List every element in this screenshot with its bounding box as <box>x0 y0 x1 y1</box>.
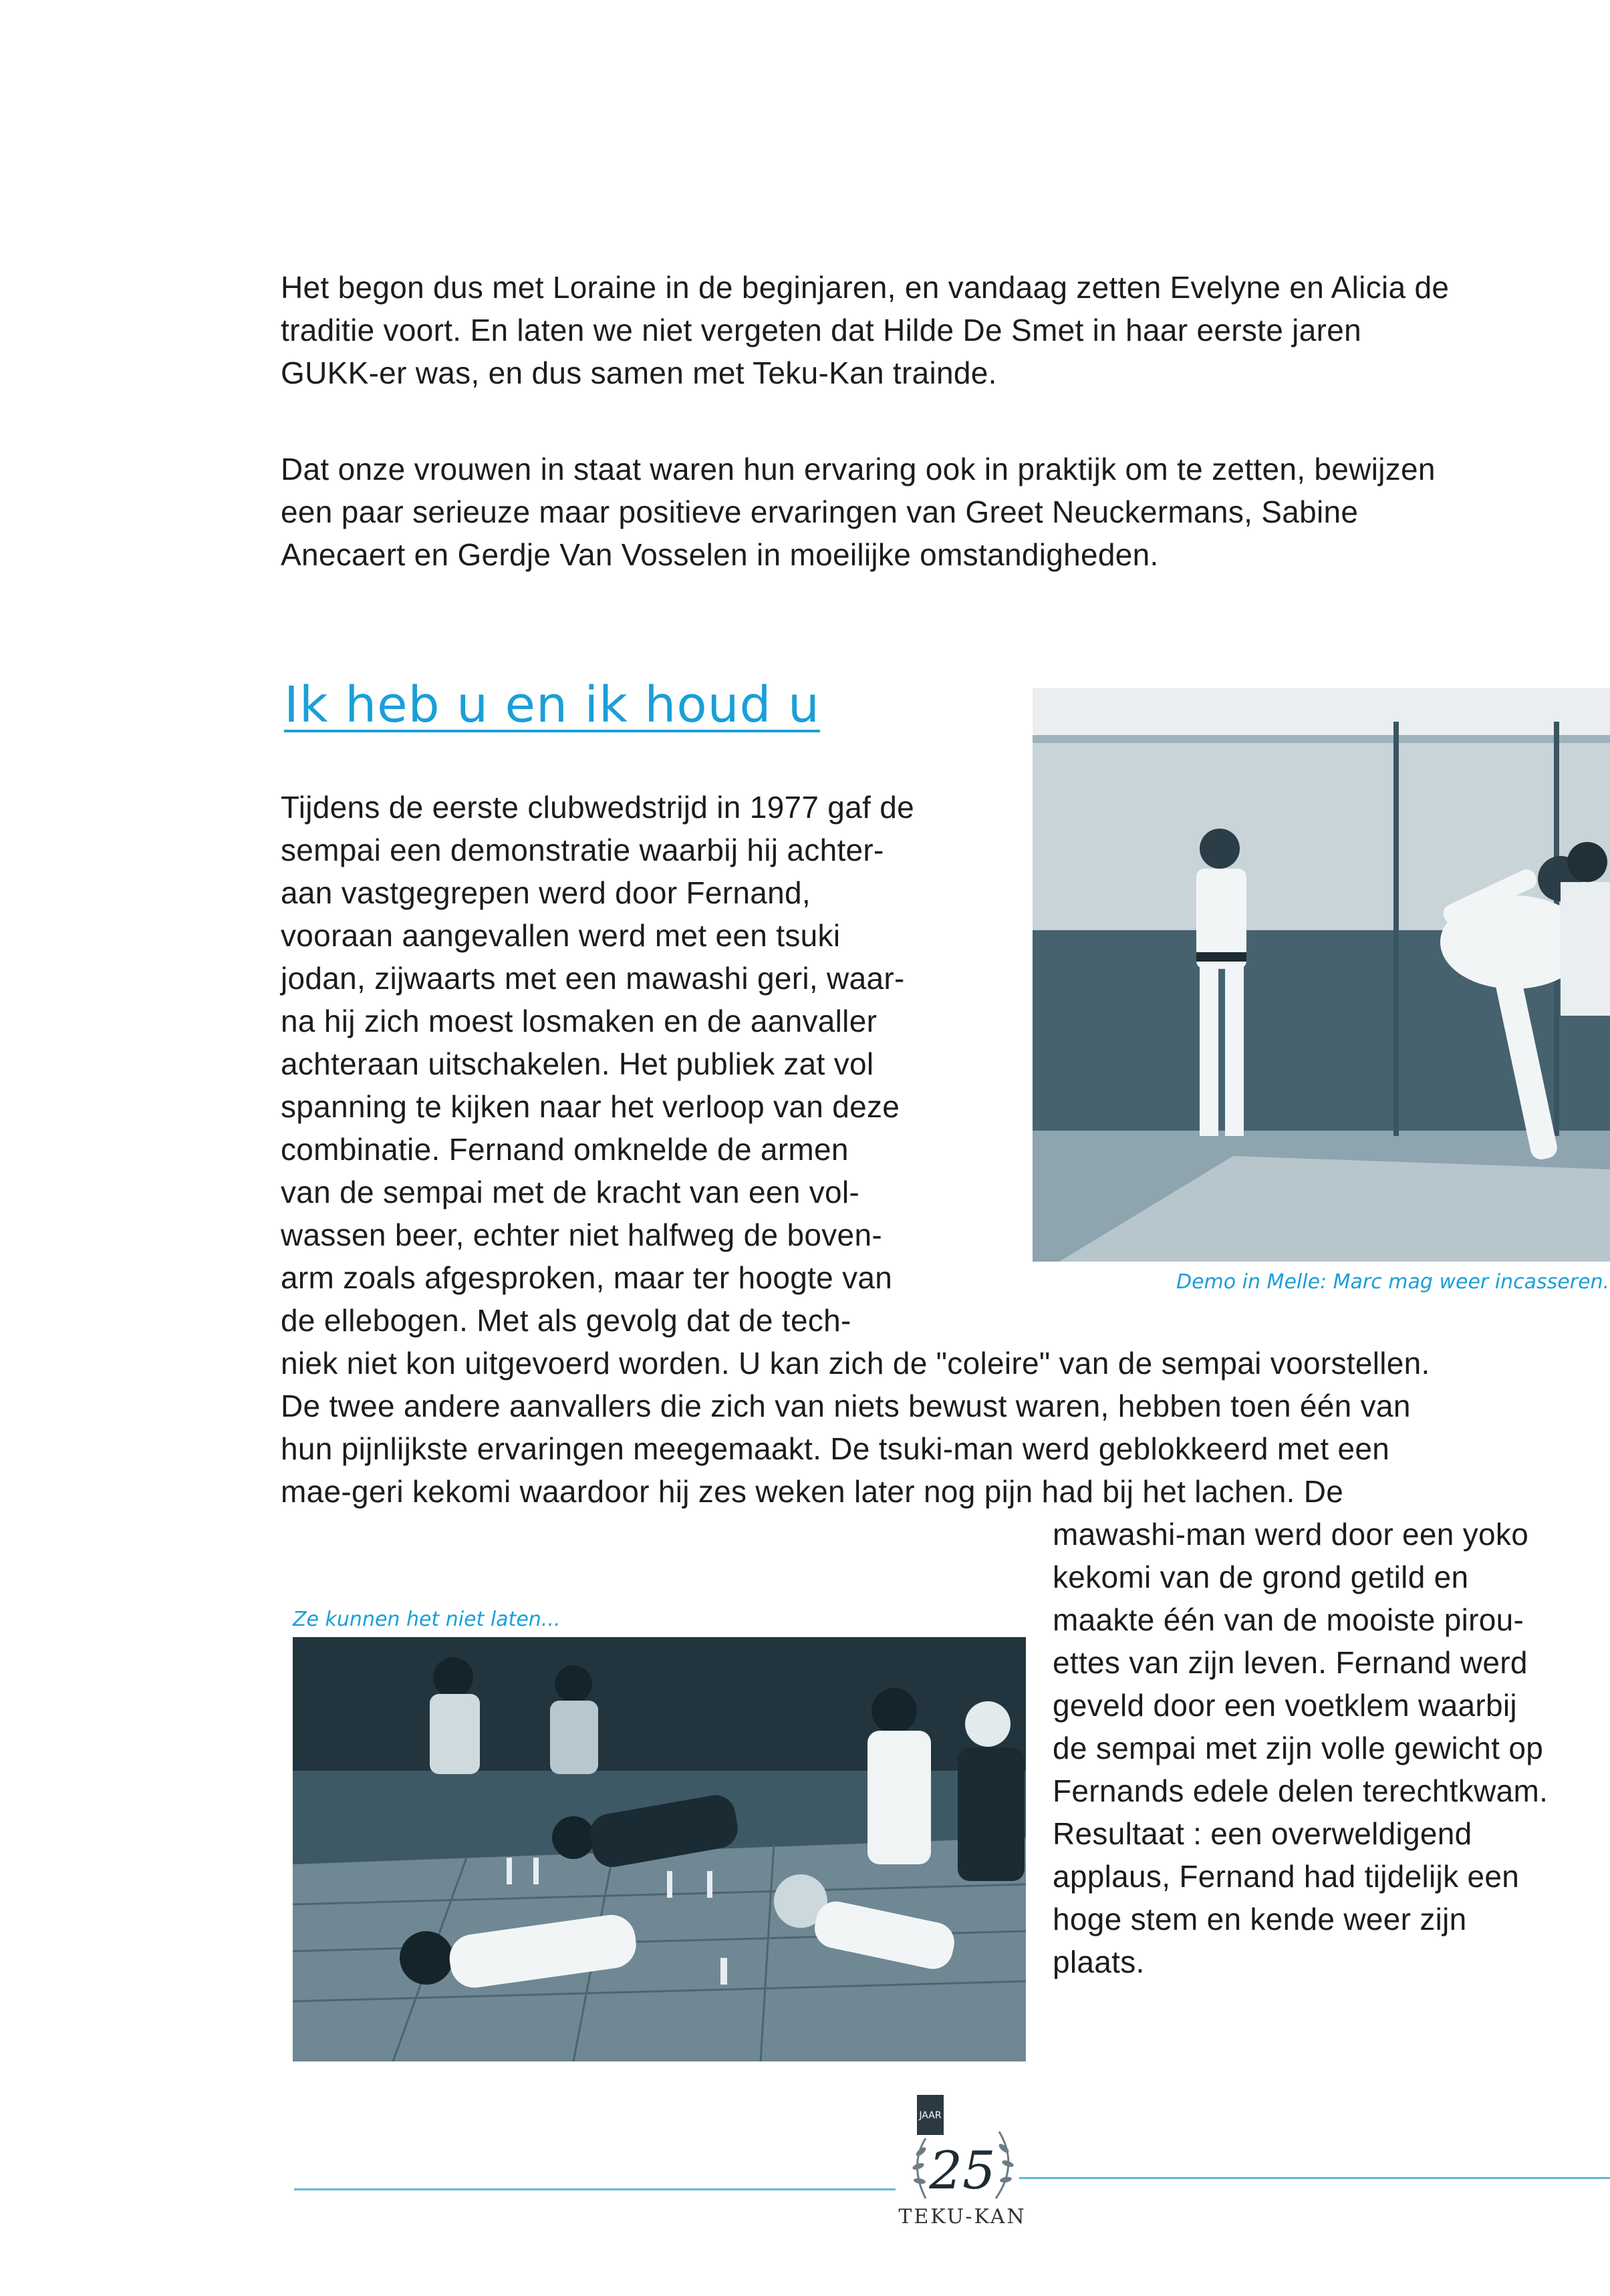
text-line: geveld door een voetklem waarbij <box>1053 1688 1517 1723</box>
karate-demo-image <box>1033 688 1610 1262</box>
text-line: achteraan uitschakelen. Het publiek zat vol <box>281 1046 874 1081</box>
text-line: traditie voort. En laten we niet vergeten dat Hilde De Smet in haar eerste jaren <box>281 313 1361 347</box>
pushups-image <box>293 1637 1026 2061</box>
text-line: een paar serieuze maar positieve ervaringen van Greet Neuckermans, Sabine <box>281 494 1359 529</box>
caption-photo-top: Demo in Melle: Marc mag weer incasseren. <box>1176 1270 1610 1294</box>
text-line: Anecaert en Gerdje Van Vosselen in moeilijke omstandigheden. <box>281 537 1159 572</box>
photo-pushups <box>293 1637 1026 2061</box>
article-full-width <box>281 1342 1430 1513</box>
text-line: plaats. <box>1053 1945 1145 1979</box>
text-line: Het begon dus met Loraine in de beginjaren, en vandaag zetten Evelyne en Alicia de <box>281 270 1450 305</box>
text-line: aan vastgegrepen werd door Fernand, <box>281 875 811 910</box>
text-line: van de sempai met de kracht van een vol- <box>281 1175 860 1209</box>
text-line: kekomi van de grond getild en <box>1053 1560 1469 1594</box>
logo-number: 25 <box>929 2141 996 2201</box>
text-line: GUKK-er was, en dus samen met Teku-Kan trainde. <box>281 355 997 390</box>
text-line: Fernands edele delen terechtkwam. <box>1053 1773 1549 1808</box>
text-line: hun pijnlijkste ervaringen meegemaakt. De tsuki-man werd geblokkeerd met een <box>281 1431 1390 1466</box>
footer-rule-right <box>1019 2177 1610 2179</box>
text-line: maakte één van de mooiste pirou- <box>1053 1602 1524 1637</box>
text-line: combinatie. Fernand omknelde de armen <box>281 1132 849 1167</box>
intro-paragraph-2 <box>281 448 1436 576</box>
text-line: vooraan aangevallen werd met een tsuki <box>281 918 841 953</box>
logo-name: TEKU-KAN <box>898 2205 1027 2229</box>
text-line: hoge stem en kende weer zijn <box>1053 1902 1467 1936</box>
text-line: wassen beer, echter niet halfweg de boven- <box>281 1217 882 1252</box>
text-line: Dat onze vrouwen in staat waren hun ervaring ook in praktijk om te zetten, bewijzen <box>281 452 1436 486</box>
text-line: de ellebogen. Met als gevolg dat de tech- <box>281 1303 851 1338</box>
article-heading: Ik heb u en ik houd u <box>284 676 820 734</box>
article-column-left <box>281 786 914 1342</box>
text-line: jodan, zijwaarts met een mawashi geri, waar- <box>281 961 905 996</box>
article-column-right <box>1053 1513 1548 1983</box>
text-line: arm zoals afgesproken, maar ter hoogte van <box>281 1260 893 1295</box>
caption-photo-bottom: Ze kunnen het niet laten... <box>293 1608 561 1631</box>
text-line: mae-geri kekomi waardoor hij zes weken later nog pijn had bij het lachen. De <box>281 1474 1344 1509</box>
text-line: mawashi-man werd door een yoko <box>1053 1517 1529 1552</box>
logo-word: JAAR <box>919 2110 942 2121</box>
text-line: ettes van zijn leven. Fernand werd <box>1053 1645 1528 1680</box>
photo-karate-demo <box>1033 688 1610 1262</box>
text-line: spanning te kijken naar het verloop van deze <box>281 1089 900 1124</box>
footer-rule-left <box>294 2188 896 2190</box>
text-line: Resultaat : een overweldigend <box>1053 1816 1472 1851</box>
text-line: de sempai met zijn volle gewicht op <box>1053 1731 1544 1765</box>
text-line: applaus, Fernand had tijdelijk een <box>1053 1859 1520 1894</box>
text-line: De twee andere aanvallers die zich van niets bewust waren, hebben toen één van <box>281 1389 1411 1423</box>
intro-paragraph-1 <box>281 266 1449 394</box>
text-line: Tijdens de eerste clubwedstrijd in 1977 gaf de <box>281 790 914 825</box>
text-line: niek niet kon uitgevoerd worden. U kan zich de "coleire" van de sempai voorstellen. <box>281 1346 1430 1381</box>
text-line: na hij zich moest losmaken en de aanvaller <box>281 1004 878 1038</box>
text-line: sempai een demonstratie waarbij hij achter- <box>281 833 884 867</box>
